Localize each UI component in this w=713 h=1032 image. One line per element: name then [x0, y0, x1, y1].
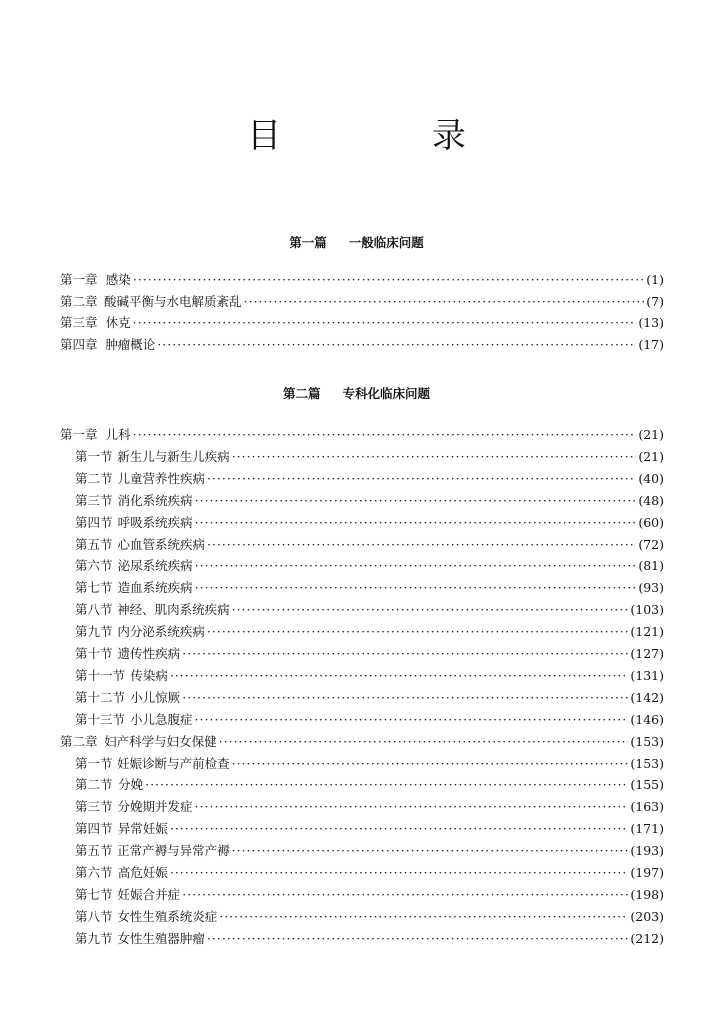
part-number: 第一篇: [289, 235, 327, 250]
toc-entry-label: 遗传性疾病: [117, 646, 181, 661]
part-name: 一般临床问题: [348, 235, 424, 250]
toc-section-row[interactable]: [75, 666, 664, 686]
toc-entry-label: 呼吸系统疾病: [117, 514, 193, 530]
toc-entry-page: (21): [638, 427, 664, 442]
dot-leader: [145, 775, 628, 795]
toc-entry-number: 第十二节: [75, 689, 126, 705]
toc-entry-number: 第七节: [75, 580, 113, 596]
toc-entry-label: 传染病: [130, 667, 168, 683]
dot-leader: [207, 469, 636, 489]
dot-leader: [219, 732, 629, 752]
toc-entry-label: 消化系统疾病: [117, 492, 193, 508]
toc-entry-label: 妊娠诊断与产前检查: [117, 755, 230, 771]
toc-chapter-row[interactable]: [60, 732, 664, 752]
toc-section-row[interactable]: [75, 841, 664, 861]
toc-entry-label: 泌尿系统疾病: [117, 558, 193, 574]
dot-leader: [195, 578, 637, 598]
toc-entry-label: 妇产科学与妇女保健: [104, 733, 217, 749]
toc-entry-label: 异常妊娠: [117, 821, 168, 837]
toc-section-row[interactable]: [75, 688, 664, 708]
dot-leader: [195, 710, 629, 730]
toc-entry-label: 神经、肌肉系统疾病: [117, 602, 230, 618]
dot-leader: [182, 688, 628, 708]
toc-section-row[interactable]: [75, 491, 664, 511]
toc-entry-label: 感染: [105, 272, 131, 287]
toc-chapter-row[interactable]: [60, 425, 664, 445]
toc-section-row[interactable]: [75, 535, 664, 555]
dot-leader: [133, 270, 644, 290]
toc-entry-label: 妊娠合并症: [117, 886, 181, 902]
toc-entry-label: 女性生殖器肿瘤: [117, 930, 205, 946]
toc-entry-number: 第五节: [75, 536, 113, 552]
toc-section-row[interactable]: [75, 600, 664, 620]
toc-entry-label: 造血系统疾病: [117, 580, 193, 596]
toc-entry-number: 第一章: [60, 427, 98, 442]
toc-entry-page: (163): [630, 799, 664, 815]
toc-section-row[interactable]: [75, 754, 664, 774]
toc-entry-page: (1): [646, 272, 664, 287]
page-title: 目 录: [247, 116, 536, 156]
toc-entry-label: 休克: [105, 315, 131, 330]
toc-entry-page: (127): [630, 646, 664, 661]
toc-entry-number: 第九节: [75, 624, 113, 640]
toc-entry-page: (81): [638, 558, 664, 574]
toc-entry-label: 儿童营养性疾病: [117, 470, 205, 486]
toc-entry-page: (93): [638, 580, 664, 596]
dot-leader: [219, 907, 628, 927]
toc-entry-label: 内分泌系统疾病: [117, 624, 205, 640]
dot-leader: [195, 513, 637, 533]
toc-entry-label: 儿科: [105, 427, 131, 442]
toc-entry-label: 小儿急腹症: [130, 711, 193, 727]
dot-leader: [232, 600, 629, 620]
toc-entry-page: (72): [638, 536, 664, 552]
toc-entry-page: (131): [630, 667, 664, 683]
toc-section-row[interactable]: [75, 644, 664, 664]
dot-leader: [207, 535, 636, 555]
dot-leader: [195, 491, 637, 511]
toc-entry-page: (142): [630, 689, 664, 705]
toc-entry-page: (203): [630, 908, 664, 924]
toc-entry-page: (153): [630, 755, 664, 771]
toc-section-row[interactable]: [75, 556, 664, 576]
toc-entry-number: 第三节: [75, 492, 113, 508]
toc-entry-number: 第三节: [75, 799, 113, 815]
toc-entry-number: 第十节: [75, 646, 113, 661]
toc-entry-page: (146): [630, 711, 664, 727]
dot-leader: [170, 863, 629, 883]
toc-section-row[interactable]: [75, 513, 664, 533]
toc-chapter-row[interactable]: [60, 313, 664, 333]
toc-section-row[interactable]: [75, 885, 664, 905]
toc-entry-number: 第八节: [75, 908, 113, 924]
toc-entry-label: 分娩期并发症: [117, 799, 193, 815]
toc-entry-number: 第二节: [75, 777, 113, 793]
dot-leader: [207, 929, 628, 949]
toc-entry-number: 第八节: [75, 602, 113, 618]
toc-entry-page: (198): [630, 886, 664, 902]
toc-entry-page: (155): [630, 777, 664, 793]
dot-leader: [207, 622, 628, 642]
toc-chapter-row[interactable]: [60, 270, 664, 290]
toc-section-row[interactable]: [75, 622, 664, 642]
toc-entry-number: 第七节: [75, 886, 113, 902]
toc-entry-label: 女性生殖系统炎症: [117, 908, 218, 924]
dot-leader: [232, 754, 629, 774]
toc-entry-page: (60): [638, 514, 664, 530]
toc-entry-number: 第十一节: [75, 667, 126, 683]
toc-entry-label: 肿瘤概论: [105, 336, 156, 352]
toc-entry-number: 第九节: [75, 930, 113, 946]
toc-section-row[interactable]: [75, 929, 664, 949]
toc-section-row[interactable]: [75, 447, 664, 467]
toc-entry-number: 第一节: [75, 755, 113, 771]
toc-entry-page: (121): [630, 624, 664, 640]
dot-leader: [182, 644, 628, 664]
toc-entry-number: 第五节: [75, 843, 113, 859]
toc-section-row[interactable]: [75, 863, 664, 883]
toc-entry-label: 正常产褥与异常产褥: [117, 843, 230, 859]
toc-entry-number: 第一章: [60, 272, 98, 287]
toc-entry-number: 第一节: [75, 448, 113, 464]
dot-leader: [232, 447, 637, 467]
dot-leader: [232, 841, 629, 861]
dot-leader: [133, 313, 637, 333]
toc-entry-label: 新生儿与新生儿疾病: [117, 448, 230, 464]
dot-leader: [170, 819, 629, 839]
dot-leader: [170, 666, 629, 686]
toc-entry-page: (212): [630, 930, 664, 946]
dot-leader: [195, 797, 629, 817]
toc-entry-page: (153): [630, 733, 664, 749]
toc-section-row[interactable]: [75, 578, 664, 598]
dot-leader: [182, 885, 628, 905]
toc-section-row[interactable]: [75, 819, 664, 839]
toc-entry-number: 第十三节: [75, 711, 126, 727]
toc-entry-page: (17): [638, 336, 664, 352]
toc-entry-page: (40): [638, 470, 664, 486]
part-heading-1: [0, 233, 713, 251]
toc-section-row[interactable]: [75, 775, 664, 795]
part-name: 专科化临床问题: [342, 386, 431, 401]
toc-entry-label: 心血管系统疾病: [117, 536, 205, 552]
toc-entry-page: (197): [630, 865, 664, 880]
toc-section-row[interactable]: [75, 469, 664, 489]
toc-entry-page: (193): [630, 843, 664, 859]
toc-section-row[interactable]: [75, 710, 664, 730]
toc-entry-number: 第六节: [75, 865, 113, 880]
toc-entry-number: 第四节: [75, 514, 113, 530]
toc-entry-number: 第二章: [60, 293, 98, 309]
dot-leader: [133, 425, 637, 445]
toc-chapter-row[interactable]: [60, 292, 664, 312]
toc-entry-page: (13): [638, 315, 664, 330]
toc-entry-number: 第六节: [75, 558, 113, 574]
dot-leader: [157, 335, 636, 355]
part-number: 第二篇: [282, 386, 321, 401]
toc-entry-label: 小儿惊厥: [130, 689, 181, 705]
toc-entry-number: 第四节: [75, 821, 113, 837]
dot-leader: [244, 292, 645, 312]
toc-entry-number: 第二节: [75, 470, 113, 486]
toc-entry-number: 第四章: [60, 336, 98, 352]
toc-entry-page: (171): [630, 821, 664, 837]
toc-section-row[interactable]: [75, 797, 664, 817]
toc-entry-page: (103): [630, 602, 664, 618]
toc-entry-page: (7): [646, 293, 664, 309]
toc-entry-number: 第二章: [60, 733, 98, 749]
toc-entry-number: 第三章: [60, 315, 98, 330]
toc-entry-page: (48): [638, 492, 664, 508]
part-heading-2: [0, 384, 713, 402]
toc-entry-page: (21): [638, 448, 664, 464]
toc-entry-label: 高危妊娠: [117, 865, 168, 880]
toc-chapter-row[interactable]: [60, 335, 664, 355]
dot-leader: [195, 556, 637, 576]
toc-entry-label: 分娩: [118, 777, 144, 793]
toc-entry-label: 酸碱平衡与水电解质紊乱: [104, 293, 242, 309]
toc-section-row[interactable]: [75, 907, 664, 927]
